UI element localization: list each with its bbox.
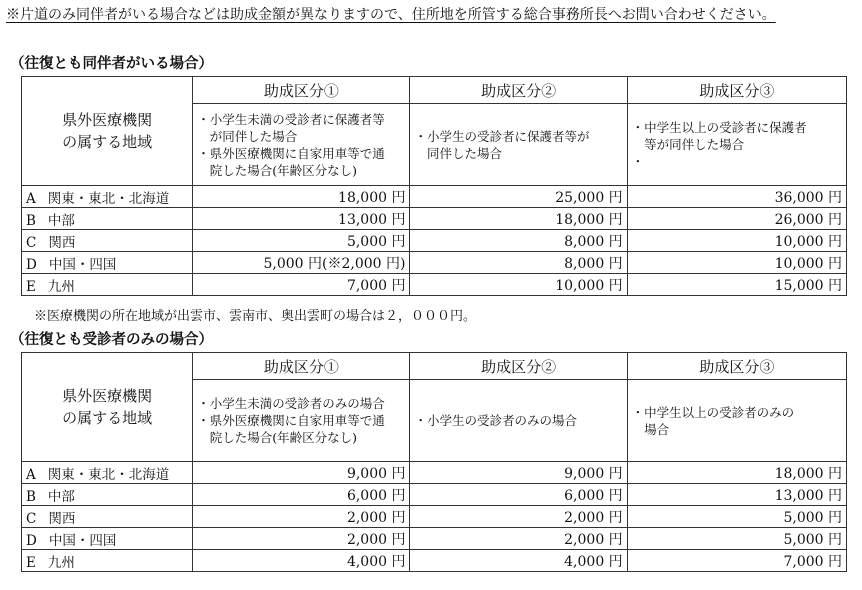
condition-category-3: ・中学生以上の受診者のみの 場合 [627, 380, 846, 462]
amount-cell: 10,000 円 [627, 252, 846, 274]
amount-cell: 18,000 円 [193, 186, 410, 208]
table-row [22, 462, 847, 484]
amount-cell: 6,000 円 [410, 484, 627, 506]
condition-category-2: ・小学生の受診者に保護者等が 同伴した場合 [410, 104, 627, 186]
header-category-2: 助成区分② [410, 77, 627, 104]
table-row [22, 484, 847, 506]
section2-title: （往復とも受診者のみの場合） [10, 332, 213, 348]
condition-category-3: ・中学生以上の受診者に保護者 等が同伴した場合 ・ [627, 104, 846, 186]
amount-cell: 2,000 円 [410, 528, 627, 550]
amount-cell: 18,000 円 [410, 208, 627, 230]
amount-cell: 2,000 円 [410, 506, 627, 528]
table-row [22, 230, 847, 252]
amount-cell: 5,000 円 [627, 528, 846, 550]
header-category-3: 助成区分③ [627, 353, 846, 380]
amount-cell: 8,000 円 [410, 252, 627, 274]
amount-cell: 36,000 円 [627, 186, 846, 208]
amount-cell: 4,000 円 [410, 550, 627, 572]
section1-table [21, 76, 847, 296]
table-row [22, 550, 847, 572]
table-row [22, 208, 847, 230]
condition-category-1: ・小学生未満の受診者のみの場合 ・県外医療機関に自家用車等で通 院した場合(年齢区分なし) [193, 380, 410, 462]
region-cell: A 関東・東北・北海道 [22, 186, 193, 208]
header-category-3: 助成区分③ [627, 77, 846, 104]
region-cell: D 中国・四国 [22, 528, 193, 550]
amount-cell: 26,000 円 [627, 208, 846, 230]
top-note: ※片道のみ同伴者がいる場合などは助成金額が異なりますので、住所地を所管する総合事務所長へお問い合わせください。 [6, 7, 776, 23]
condition-category-2: ・小学生の受診者のみの場合 [410, 380, 627, 462]
amount-cell: 25,000 円 [410, 186, 627, 208]
amount-cell: 9,000 円 [193, 462, 410, 484]
region-cell: D 中国・四国 [22, 252, 193, 274]
amount-cell: 10,000 円 [410, 274, 627, 296]
header-category-2: 助成区分② [410, 353, 627, 380]
amount-cell: 13,000 円 [627, 484, 846, 506]
condition-category-1: ・小学生未満の受診者に保護者等 が同伴した場合 ・県外医療機関に自家用車等で通 院した場合(年齢区分なし) [193, 104, 410, 186]
header-category-1: 助成区分① [193, 77, 410, 104]
region-cell: B 中部 [22, 208, 193, 230]
amount-cell: 5,000 円 [193, 230, 410, 252]
amount-cell: 15,000 円 [627, 274, 846, 296]
amount-cell: 13,000 円 [193, 208, 410, 230]
region-cell: E 九州 [22, 550, 193, 572]
region-header: 県外医療機関 の属する地域 [22, 353, 193, 462]
amount-cell: 6,000 円 [193, 484, 410, 506]
region-header: 県外医療機関 の属する地域 [22, 77, 193, 186]
region-cell: E 九州 [22, 274, 193, 296]
amount-cell: 7,000 円 [627, 550, 846, 572]
amount-cell: 9,000 円 [410, 462, 627, 484]
location-note: ※医療機関の所在地域が出雲市、雲南市、奥出雲町の場合は２，０００円。 [34, 309, 477, 324]
table-row [22, 506, 847, 528]
amount-cell: 18,000 円 [627, 462, 846, 484]
table-row [22, 528, 847, 550]
header-category-1: 助成区分① [193, 353, 410, 380]
section1-title: （往復とも同伴者がいる場合） [10, 56, 213, 72]
amount-cell: 8,000 円 [410, 230, 627, 252]
amount-cell: 5,000 円 [627, 506, 846, 528]
region-cell: C 関西 [22, 230, 193, 252]
region-cell: B 中部 [22, 484, 193, 506]
section2-table [21, 352, 847, 572]
table-row [22, 186, 847, 208]
table-row [22, 274, 847, 296]
amount-cell: 2,000 円 [193, 528, 410, 550]
amount-cell: 7,000 円 [193, 274, 410, 296]
amount-cell: 2,000 円 [193, 506, 410, 528]
amount-cell: 5,000 円(※2,000 円) [193, 252, 410, 274]
amount-cell: 10,000 円 [627, 230, 846, 252]
region-cell: A 関東・東北・北海道 [22, 462, 193, 484]
region-cell: C 関西 [22, 506, 193, 528]
table-row [22, 252, 847, 274]
amount-cell: 4,000 円 [193, 550, 410, 572]
